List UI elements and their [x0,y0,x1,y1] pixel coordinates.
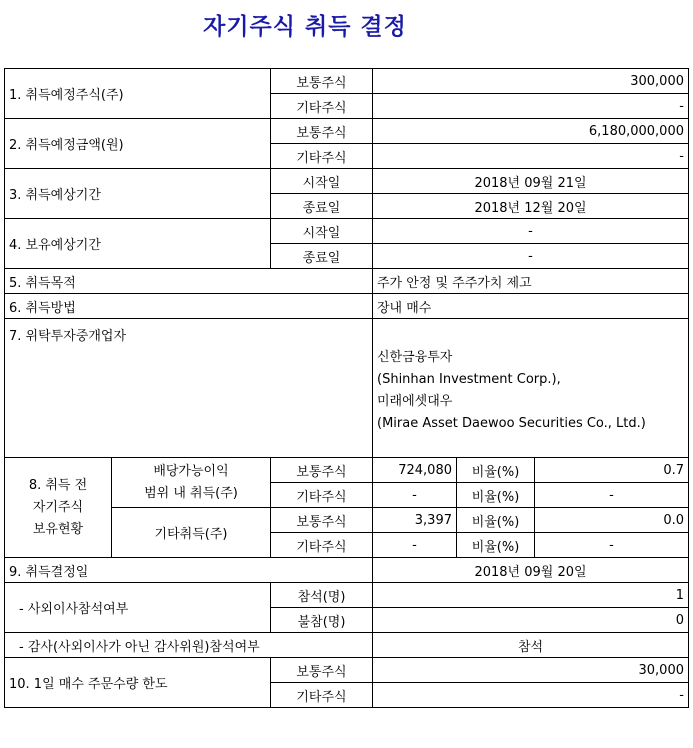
value-cell: - [373,144,689,169]
table-row [5,458,689,483]
table-row [5,119,689,144]
qty-cell: 3,397 [373,508,457,533]
type-label: 보통주식 [271,69,373,94]
end-label: 종료일 [271,244,373,269]
row-label: 3. 취득예상기간 [5,169,271,219]
table-row [5,294,689,319]
broker-line: 신한금융투자 [377,350,453,365]
row-label: 6. 취득방법 [5,294,373,319]
value-cell: 1 [373,583,689,608]
row-label: 4. 보유예상기간 [5,219,271,269]
end-label: 종료일 [271,194,373,219]
value-cell: 6,180,000,000 [373,119,689,144]
type-label: 기타주식 [271,144,373,169]
start-label: 시작일 [271,219,373,244]
type-label: 기타주식 [271,94,373,119]
ratio-label: 비율(%) [457,508,535,533]
row-label: 10. 1일 매수 주문수량 한도 [5,658,271,708]
ratio-label: 비율(%) [457,533,535,558]
table-row [5,219,689,244]
value-cell: 2018년 09월 21일 [373,169,689,194]
row-label: 7. 위탁투자중개업자 [5,319,373,458]
value-cell: 장내 매수 [373,294,689,319]
ratio-cell: - [535,533,689,558]
ratio-cell: 0.7 [535,458,689,483]
row-label: - 감사(사외이사가 아닌 감사위원)참석여부 [5,633,373,658]
broker-list [373,319,689,458]
type-label: 보통주식 [271,458,373,483]
type-label: 기타주식 [271,483,373,508]
value-cell: - [373,219,689,244]
row-label: - 사외이사참석여부 [5,583,271,633]
type-label: 보통주식 [271,119,373,144]
row-label: 2. 취득예정금액(원) [5,119,271,169]
start-label: 시작일 [271,169,373,194]
sub-label-other: 기타취득(주) [112,508,271,558]
ratio-label: 비율(%) [457,458,535,483]
ratio-label: 비율(%) [457,483,535,508]
value-cell: - [373,683,689,708]
row-label: 5. 취득목적 [5,269,373,294]
row-label: 9. 취득결정일 [5,558,373,583]
table-row [5,269,689,294]
table-row [5,658,689,683]
sub-label-dividend: 배당가능이익 범위 내 취득(주) [112,458,271,508]
table-row [5,558,689,583]
table-row [5,319,689,458]
disclosure-table [4,68,689,708]
row-label: 1. 취득예정주식(주) [5,69,271,119]
value-cell: - [373,244,689,269]
value-cell: 30,000 [373,658,689,683]
qty-cell: - [373,533,457,558]
table-row [5,169,689,194]
present-label: 참석(명) [271,583,373,608]
type-label: 보통주식 [271,508,373,533]
value-cell: 주가 안정 및 주주가치 제고 [373,269,689,294]
absent-label: 불참(명) [271,608,373,633]
type-label: 보통주식 [271,658,373,683]
value-cell: 2018년 12월 20일 [373,194,689,219]
broker-line: (Mirae Asset Daewoo Securities Co., Ltd.) [377,416,646,431]
value-cell: 300,000 [373,69,689,94]
value-cell: 참석 [373,633,689,658]
qty-cell: - [373,483,457,508]
qty-cell: 724,080 [373,458,457,483]
table-row [5,633,689,658]
row-label: 8. 취득 전 자기주식 보유현황 [5,458,112,558]
ratio-cell: 0.0 [535,508,689,533]
type-label: 기타주식 [271,533,373,558]
page-title: 자기주식 취득 결정 [203,14,407,40]
table-row [5,583,689,608]
value-cell: 2018년 09월 20일 [373,558,689,583]
table-row [5,69,689,94]
type-label: 기타주식 [271,683,373,708]
broker-line: (Shinhan Investment Corp.), [377,372,561,387]
ratio-cell: - [535,483,689,508]
value-cell: 0 [373,608,689,633]
broker-line: 미래에셋대우 [377,394,453,409]
value-cell: - [373,94,689,119]
